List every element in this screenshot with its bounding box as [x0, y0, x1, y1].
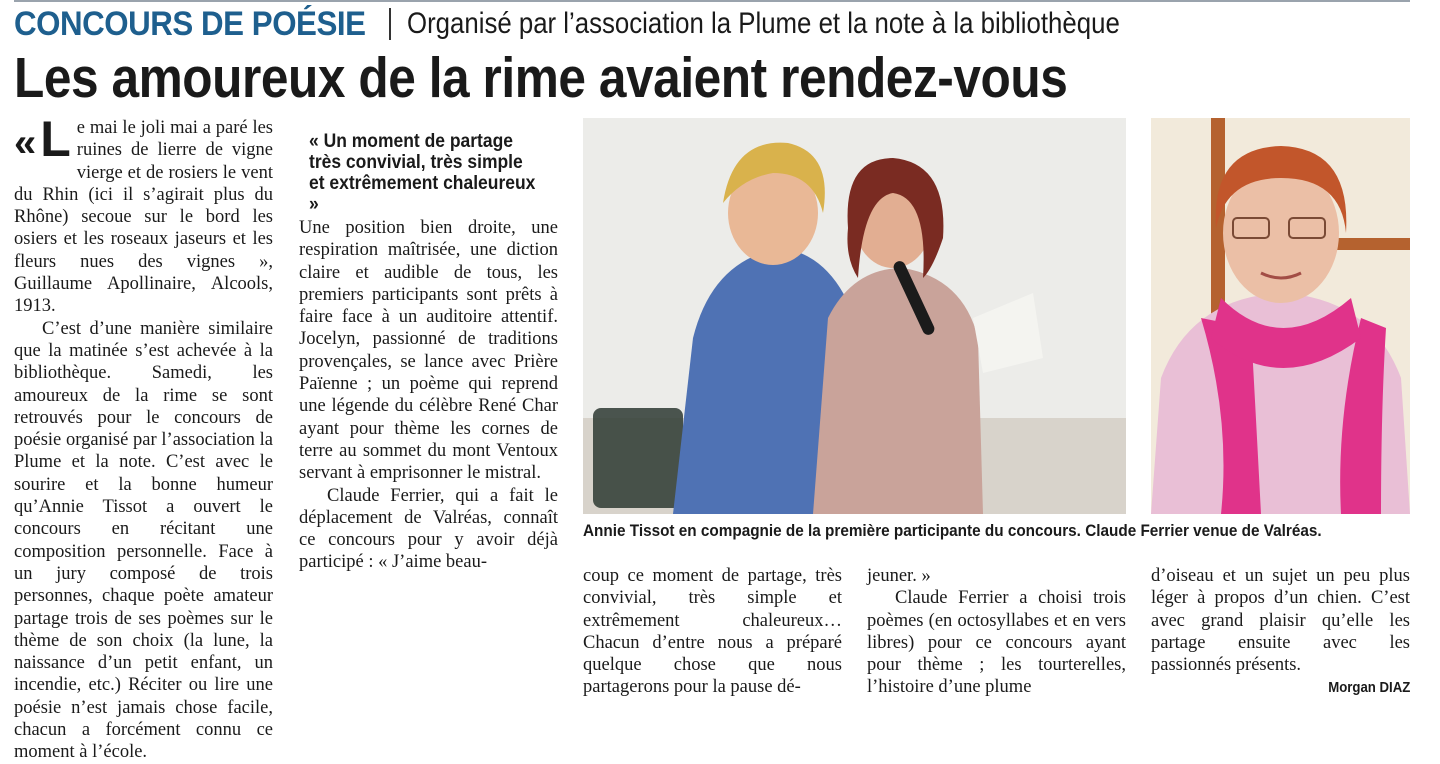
byline: Morgan DIAZ	[1327, 679, 1410, 696]
paragraph-4-end: jeuner. »	[867, 566, 931, 586]
article-column-3	[583, 565, 842, 705]
paragraph-4-continued: coup ce moment de partage, très convivial, très simple et extrêmement chaleureux… Chacun d’entre nous a préparé quelque chose que nous partagerons pour la pause dé-	[583, 566, 842, 698]
paragraph-5-continued: d’oiseau et un sujet un peu plus léger à propos d’un chien. C’est avec grand plaisir qu’elle les partage ensuite avec les passionnés présents.	[1151, 566, 1410, 676]
drop-cap: «L	[14, 111, 71, 167]
rubric-label: CONCOURS DE POÉSIE	[14, 4, 366, 43]
photo-claude-ferrier-illustration	[1151, 118, 1410, 514]
kicker-separator	[389, 8, 391, 40]
photo-participants	[583, 118, 1126, 514]
intertitle: « Un moment de partage très convivial, très simple et extrêmement chaleureux »	[309, 131, 536, 215]
article-column-2	[299, 117, 558, 702]
kicker	[14, 4, 1236, 44]
photo-caption: Annie Tissot en compagnie de la première participante du concours. Claude Ferrier venue de Valréas.	[583, 521, 1322, 540]
paragraph-5: Claude Ferrier a choisi trois poèmes (en octosyllabes et en vers libres) pour ce concours ayant pour thème ; les tourterelles, l’histoire d’une plume	[867, 588, 1126, 698]
photo-participants-illustration	[583, 118, 1126, 514]
headline: Les amoureux de la rime avaient rendez-vous	[14, 46, 1068, 110]
lead-paragraph: «L e mai le joli mai a paré les ruines de lierre de vigne vierge et de rosiers le vent du Rhin (ici il s’agirait plus du Rhône) secoue sur le bord les osiers et les roseaux jaseurs et les fleurs nues des vignes », Guillaume Apollinaire, Alcools, 1913.	[14, 111, 273, 317]
paragraph-2: C’est d’une manière similaire que la matinée s’est achevée à la bibliothèque. Samedi, les amoureux de la rime se sont retrouvés pour le concours de poésie organisé par l’association la Plume et la note. C’est avec le sourire et la bonne humeur qu’Annie Tissot a ouvert le concours en récitant une composition personnelle. Face à un jury composé de trois personnes, chaque poète amateur partage trois de ses poèmes sur le thème de son choix (la lune, la naissance d’un petit enfant, un incendie, etc.) Réciter ou lire une poésie n’est jamais chose facile, chacun a forcément connu ce moment à l’école.	[14, 318, 273, 763]
top-rule	[14, 0, 1410, 2]
paragraph-4: Claude Ferrier, qui a fait le déplacement de Valréas, connaît ce concours pour y avoir déjà participé : « J’aime beau-	[299, 485, 558, 573]
article-column-1	[14, 111, 273, 763]
article-column-4	[867, 565, 1126, 705]
deck-text: Organisé par l’association la Plume et la note à la bibliothèque	[407, 7, 1120, 40]
paragraph-3: Une position bien droite, une respiration maîtrisée, une diction claire et audible de tous, les premiers participants sont prêts à faire face à un auditoire attentif. Jocelyn, passionné de traditions provençales, se lance avec Prière Païenne ; un poème qui reprend une légende du célèbre René Char ayant pour thème les cornes de terre au sommet du mont Ventoux servant à emprisonner le mistral.	[299, 218, 558, 484]
photo-claude-ferrier	[1151, 118, 1410, 514]
